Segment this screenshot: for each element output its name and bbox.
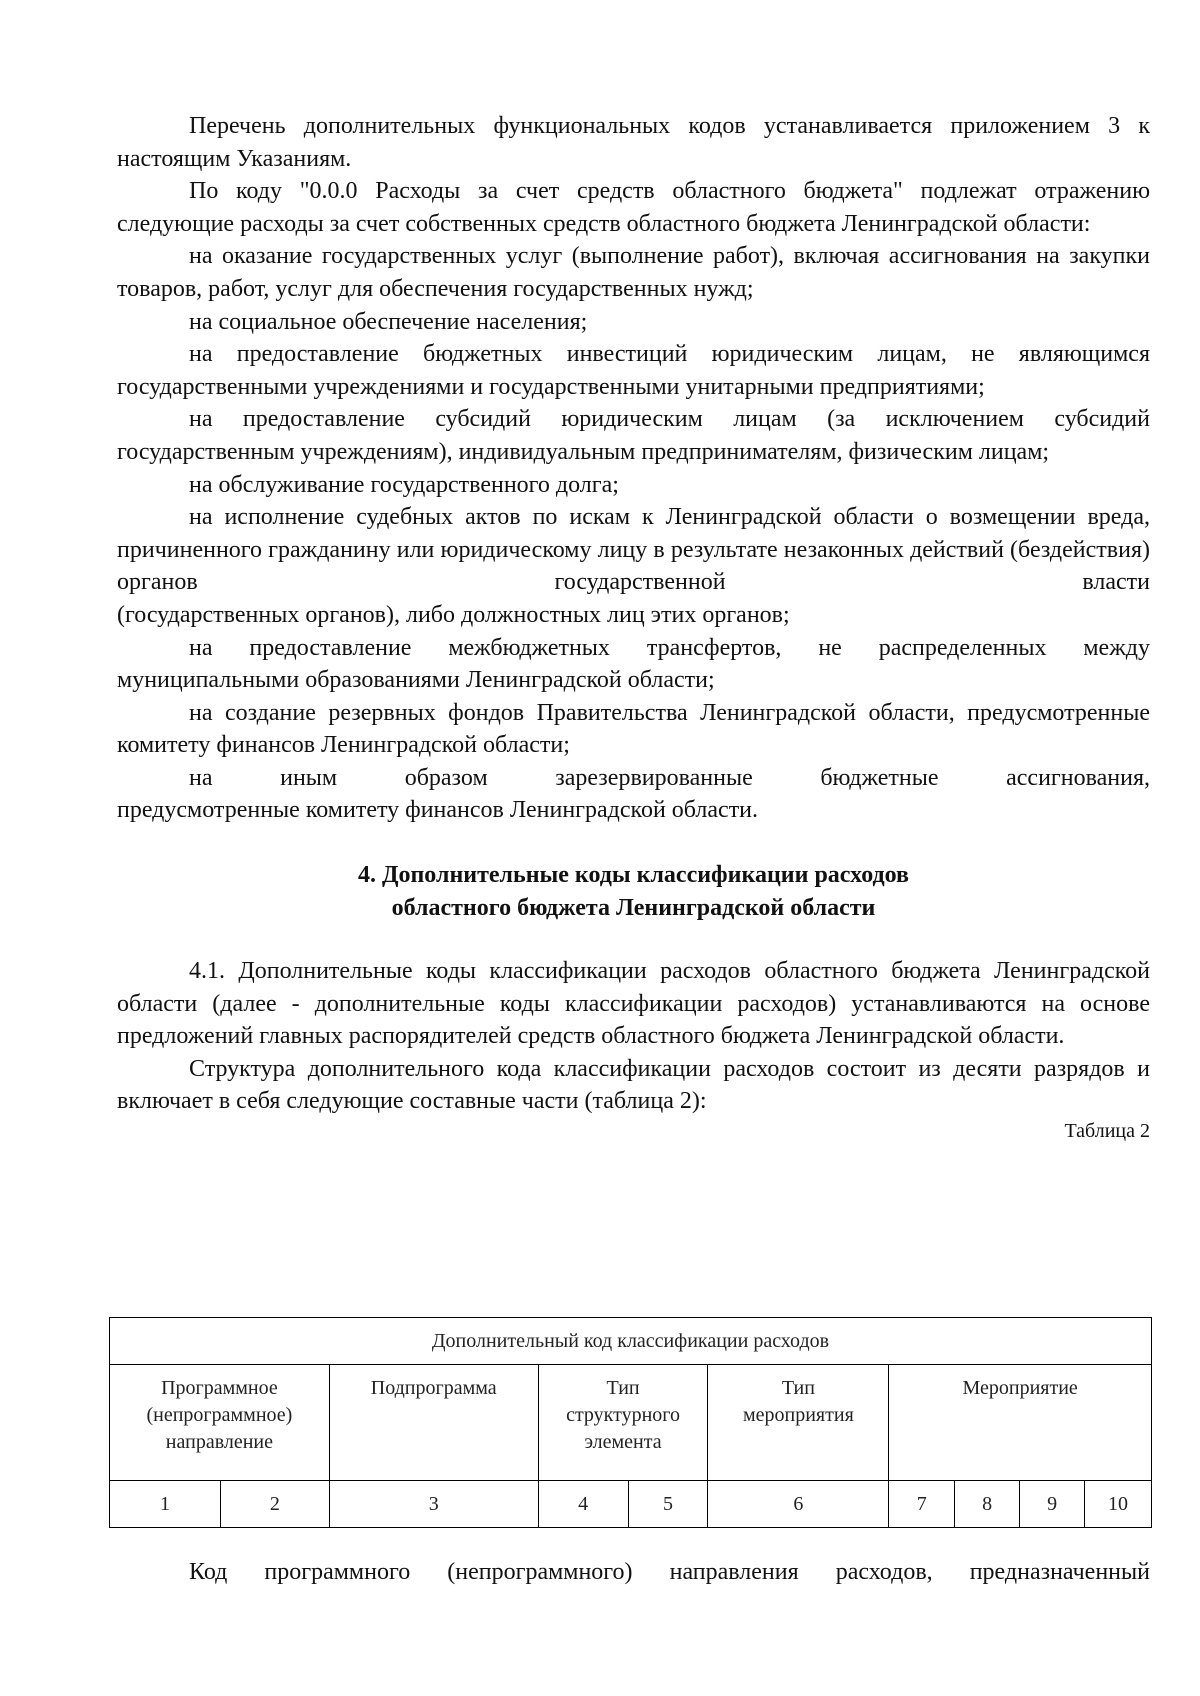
column-header-event: Мероприятие [889, 1365, 1152, 1481]
paragraph: на предоставление межбюджетных трансфертов, не распределенных между муниципальными образованиями Ленинградской области; [117, 634, 1150, 694]
document-continuation [117, 1556, 1150, 1589]
section-heading [117, 859, 1150, 925]
paragraph: на предоставление бюджетных инвестиций юридическим лицам, не являющимся государственными учреждениями и государственными унитарными предприятиями; [117, 341, 1150, 400]
digit-cell: 10 [1085, 1481, 1152, 1528]
paragraph: на предоставление субсидий юридическим лицам (за исключением субсидий государственным учреждениям), индивидуальным предпринимателям, физическим лицам; [117, 406, 1150, 465]
column-header-structural-element: Тип структурного элемента [538, 1365, 708, 1481]
table-header-cell: Дополнительный код классификации расходов [110, 1318, 1152, 1365]
paragraph: на иным образом зарезервированные бюджетные ассигнования, [189, 764, 1150, 791]
section-title-line: 4. Дополнительные коды классификации расходов [357, 862, 910, 889]
column-header-program: Программное (непрограммное) направление [110, 1365, 330, 1481]
paragraph: на оказание государственных услуг (выполнение работ), включая ассигнования на закупки товаров, работ, услуг для обеспечения государственных нужд; [117, 243, 1150, 302]
digit-cell: 5 [628, 1481, 708, 1528]
paragraph: на социальное обеспечение населения; [189, 308, 588, 335]
digit-cell: 7 [889, 1481, 955, 1528]
document-body [117, 110, 1150, 1144]
digit-cell: 6 [708, 1481, 889, 1528]
digit-cell: 4 [538, 1481, 628, 1528]
column-header-event-type: Тип мероприятия [708, 1365, 889, 1481]
paragraph: на исполнение судебных актов по искам к Ленинградской области о возмещении вреда, причиненного гражданину или юридическому лицу в результате незаконных действий (бездействия) органов государственной власти [117, 504, 1150, 596]
digit-cell: 3 [329, 1481, 538, 1528]
section-title-line: областного бюджета Ленинградской области [391, 895, 876, 922]
digit-cell: 1 [110, 1481, 221, 1528]
codes-table [109, 1317, 1152, 1528]
paragraph: Перечень дополнительных функциональных кодов устанавливается приложением 3 к настоящим Указаниям. [117, 113, 1150, 172]
column-header-subprogram: Подпрограмма [329, 1365, 538, 1481]
paragraph: Код программного (непрограммного) направления расходов, предназначенный [189, 1559, 1150, 1585]
digit-cell: 8 [955, 1481, 1020, 1528]
digit-cell: 9 [1020, 1481, 1085, 1528]
paragraph: на обслуживание государственного долга; [189, 471, 619, 498]
paragraph: Структура дополнительного кода классификации расходов состоит из десяти разрядов и включает в себя следующие составные части (таблица 2): [117, 1055, 1150, 1115]
paragraph: По коду "0.0.0 Расходы за счет средств областного бюджета" подлежат отражению следующие расходы за счет собственных средств областного бюджета Ленинградской области: [117, 178, 1150, 237]
table-caption: Таблица 2 [1064, 1120, 1150, 1143]
paragraph: (государственных органов), либо должностных лиц этих органов; [117, 601, 790, 628]
paragraph: на создание резервных фондов Правительства Ленинградской области, предусмотренные комитету финансов Ленинградской области; [117, 699, 1150, 759]
digit-cell: 2 [220, 1481, 329, 1528]
paragraph: 4.1. Дополнительные коды классификации расходов областного бюджета Ленинградской области (далее - дополнительные коды классификации расходов) устанавливаются на основе предложений главных распорядителей средств областного бюджета Ленинградской области. [117, 958, 1150, 1050]
paragraph: предусмотренные комитету финансов Ленинградской области. [117, 797, 759, 824]
